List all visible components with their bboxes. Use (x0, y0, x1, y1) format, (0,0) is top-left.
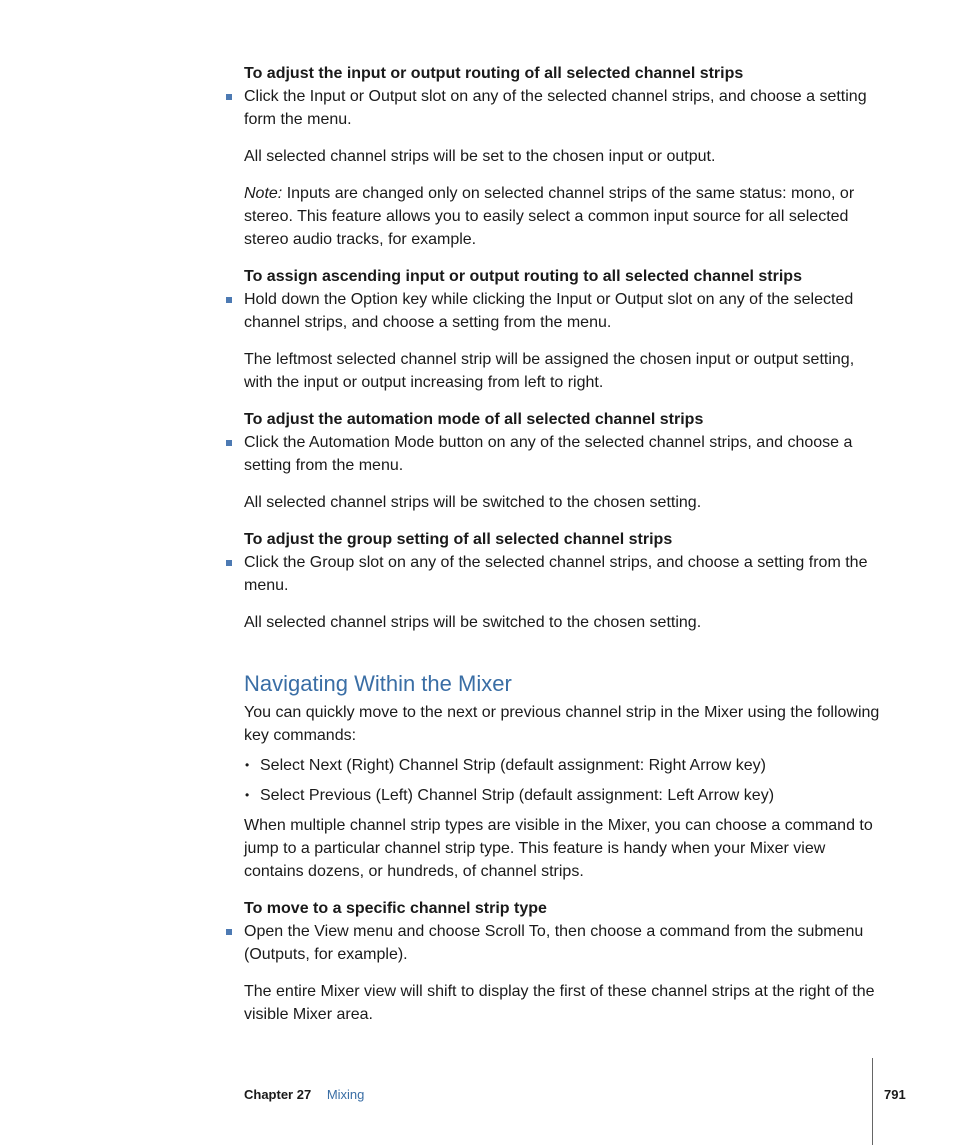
result-paragraph: All selected channel strips will be set to the chosen input or output. (244, 148, 716, 165)
procedure-step (244, 288, 884, 334)
section-intro: You can quickly move to the next or previous channel strip in the Mixer using the following key commands: (244, 704, 880, 744)
step-text: Click the Automation Mode button on any of the selected channel strips, and choose a setting from the menu. (244, 434, 853, 474)
body-paragraph: When multiple channel strip types are visible in the Mixer, you can choose a command to jump to a particular channel strip type. This feature is handy when your Mixer view contains dozens, or hundreds, of channel strips. (244, 817, 873, 880)
result-paragraph: All selected channel strips will be switched to the chosen setting. (244, 614, 702, 631)
page-content (244, 62, 884, 1026)
bullet-dot-icon: • (245, 788, 250, 802)
bullet-dot-icon: • (245, 758, 250, 772)
procedure-heading: To assign ascending input or output routing to all selected channel strips (244, 268, 802, 285)
list-item: • Select Next (Right) Channel Strip (default assignment: Right Arrow key) (244, 754, 884, 777)
step-text: Open the View menu and choose Scroll To, then choose a command from the submenu (Outputs, for example). (244, 923, 864, 963)
step-text: Hold down the Option key while clicking the Input or Output slot on any of the selected channel strips, and choose a setting from the menu. (244, 291, 854, 331)
procedure-heading: To move to a specific channel strip type (244, 900, 547, 917)
procedure-step (244, 551, 884, 597)
result-paragraph: The leftmost selected channel strip will be assigned the chosen input or output setting, with the input or output increasing from left to right. (244, 351, 855, 391)
procedure-step (244, 920, 884, 966)
square-bullet-icon (226, 297, 232, 303)
result-paragraph: The entire Mixer view will shift to display the first of these channel strips at the right of the visible Mixer area. (244, 983, 875, 1023)
step-text: Click the Input or Output slot on any of the selected channel strips, and choose a setting form the menu. (244, 88, 867, 128)
note-paragraph (244, 182, 884, 251)
procedure-heading: To adjust the group setting of all selected channel strips (244, 531, 673, 548)
square-bullet-icon (226, 440, 232, 446)
chapter-topic-link[interactable]: Mixing (326, 1087, 365, 1102)
procedure-heading: To adjust the input or output routing of all selected channel strips (244, 65, 744, 82)
procedure-heading: To adjust the automation mode of all selected channel strips (244, 411, 704, 428)
step-text: Click the Group slot on any of the selected channel strips, and choose a setting from the menu. (244, 554, 868, 594)
procedure-step (244, 431, 884, 477)
section-title: Navigating Within the Mixer (244, 671, 512, 696)
square-bullet-icon (226, 560, 232, 566)
result-paragraph: All selected channel strips will be switched to the chosen setting. (244, 494, 702, 511)
key-command-list (244, 754, 884, 807)
footer-divider (872, 1058, 873, 1145)
page-number: 791 (884, 1087, 906, 1102)
footer-chapter (244, 1086, 364, 1104)
note-label: Note: (244, 185, 283, 202)
note-text: Inputs are changed only on selected channel strips of the same status: mono, or stereo. This feature allows you to easily select a common input source for all selected stereo audio tracks, for example. (244, 185, 855, 248)
procedure-step (244, 85, 884, 131)
square-bullet-icon (226, 929, 232, 935)
list-item: • Select Previous (Left) Channel Strip (default assignment: Left Arrow key) (244, 784, 884, 807)
square-bullet-icon (226, 94, 232, 100)
chapter-label: Chapter 27 (244, 1087, 312, 1102)
